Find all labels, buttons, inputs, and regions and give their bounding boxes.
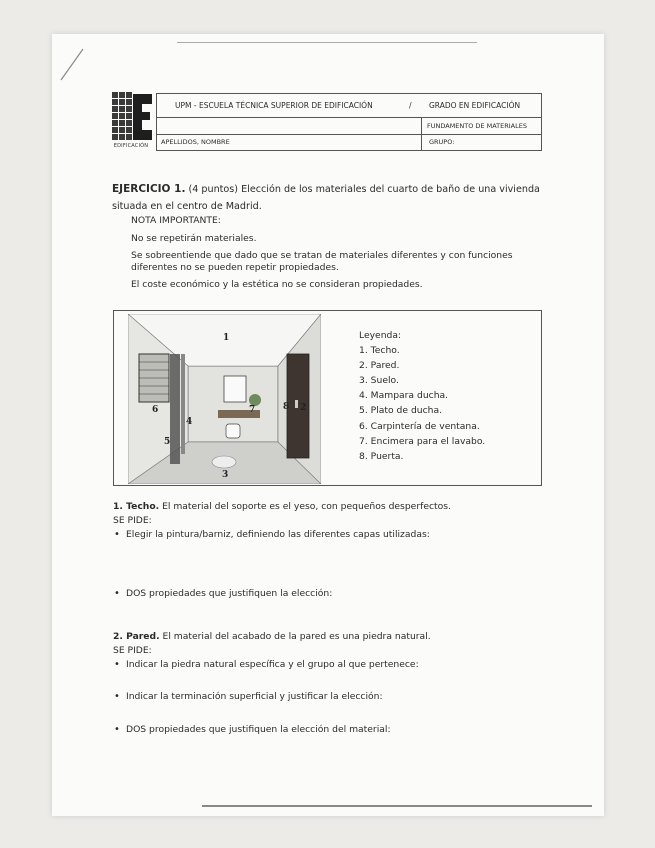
bathroom-sketch: [128, 314, 321, 484]
section2-bullet-1: • Indicar la piedra natural específica y el grupo al que pertenece:: [126, 659, 419, 671]
label-7: 7: [249, 405, 256, 415]
group-field[interactable]: GRUPO:: [429, 138, 455, 146]
label-5: 5: [164, 437, 171, 447]
header-row-student: [157, 134, 541, 150]
logo-text: EDIFICACIÓN: [113, 143, 149, 149]
figure-legend: [359, 328, 485, 464]
scan-top-edge: [177, 42, 477, 43]
legend-item: 5. Plato de ducha.: [359, 405, 443, 417]
exercise-points: (4 puntos): [188, 184, 239, 195]
exercise-description-1: Elección de los materiales del cuarto de baño de una vivienda: [241, 184, 540, 195]
course-name: FUNDAMENTO DE MATERIALES: [427, 122, 527, 130]
section1-bullet-1: • Elegir la pintura/barniz, definiendo las diferentes capas utilizadas:: [126, 529, 430, 541]
header-row-school: [157, 94, 541, 118]
student-name-field[interactable]: APELLIDOS, NOMBRE: [161, 138, 230, 146]
header-table: [156, 93, 542, 151]
scan-bottom-edge: [202, 805, 592, 807]
section2-asks: SE PIDE:: [113, 645, 152, 656]
legend-item: 1. Techo.: [359, 345, 400, 357]
section1-title: 1. Techo.: [113, 501, 160, 512]
section1-asks: SE PIDE:: [113, 515, 152, 526]
section1-bullet-2: • DOS propiedades que justifiquen la elección:: [126, 588, 332, 600]
section2-bullet-3: • DOS propiedades que justifiquen la elección del material:: [126, 724, 391, 736]
legend-item: 8. Puerta.: [359, 450, 404, 462]
legend-item: 3. Suelo.: [359, 375, 399, 387]
pencil-mark-icon: [57, 46, 87, 82]
label-4: 4: [186, 417, 193, 427]
exercise-description-2: situada en el centro de Madrid.: [112, 201, 262, 212]
note-item-2-line2: diferentes no se pueden repetir propiedades.: [131, 262, 339, 273]
header-divider: [421, 117, 422, 151]
exercise-title: EJERCICIO 1.: [112, 183, 186, 195]
note-item-2-line1: Se sobreentiende que dado que se tratan de materiales diferentes y con funciones: [131, 250, 513, 261]
label-3: 3: [222, 470, 229, 480]
legend-item: 2. Pared.: [359, 360, 400, 372]
note-heading: NOTA IMPORTANTE:: [131, 215, 221, 226]
degree-name: GRADO EN EDIFICACIÓN: [429, 101, 521, 110]
legend-item: 6. Carpintería de ventana.: [359, 420, 480, 432]
exam-page: [52, 34, 604, 816]
label-8: 8: [283, 402, 290, 412]
school-name: UPM - ESCUELA TÉCNICA SUPERIOR DE EDIFICACIÓN: [175, 101, 373, 110]
section1-intro: [113, 501, 451, 513]
legend-title: Leyenda:: [359, 330, 402, 341]
section2-text: El material del acabado de la pared es una piedra natural.: [162, 631, 431, 642]
header-row-course: [157, 117, 541, 135]
legend-item: 4. Mampara ducha.: [359, 390, 449, 402]
note-item-3: El coste económico y la estética no se consideran propiedades.: [131, 279, 423, 290]
label-1: 1: [223, 333, 230, 343]
section2-intro: [113, 631, 431, 643]
section1-text: El material del soporte es el yeso, con pequeños desperfectos.: [162, 501, 451, 512]
label-6: 6: [152, 405, 159, 415]
label-2: 2: [300, 403, 307, 413]
exercise-heading: [112, 181, 552, 215]
figure-box: [113, 310, 542, 486]
header-separator: /: [409, 101, 412, 110]
note-item-1: No se repetirán materiales.: [131, 233, 257, 244]
section2-bullet-2: • Indicar la terminación superficial y justificar la elección:: [126, 691, 383, 703]
legend-item: 7. Encimera para el lavabo.: [359, 435, 486, 447]
section2-title: 2. Pared.: [113, 631, 160, 642]
